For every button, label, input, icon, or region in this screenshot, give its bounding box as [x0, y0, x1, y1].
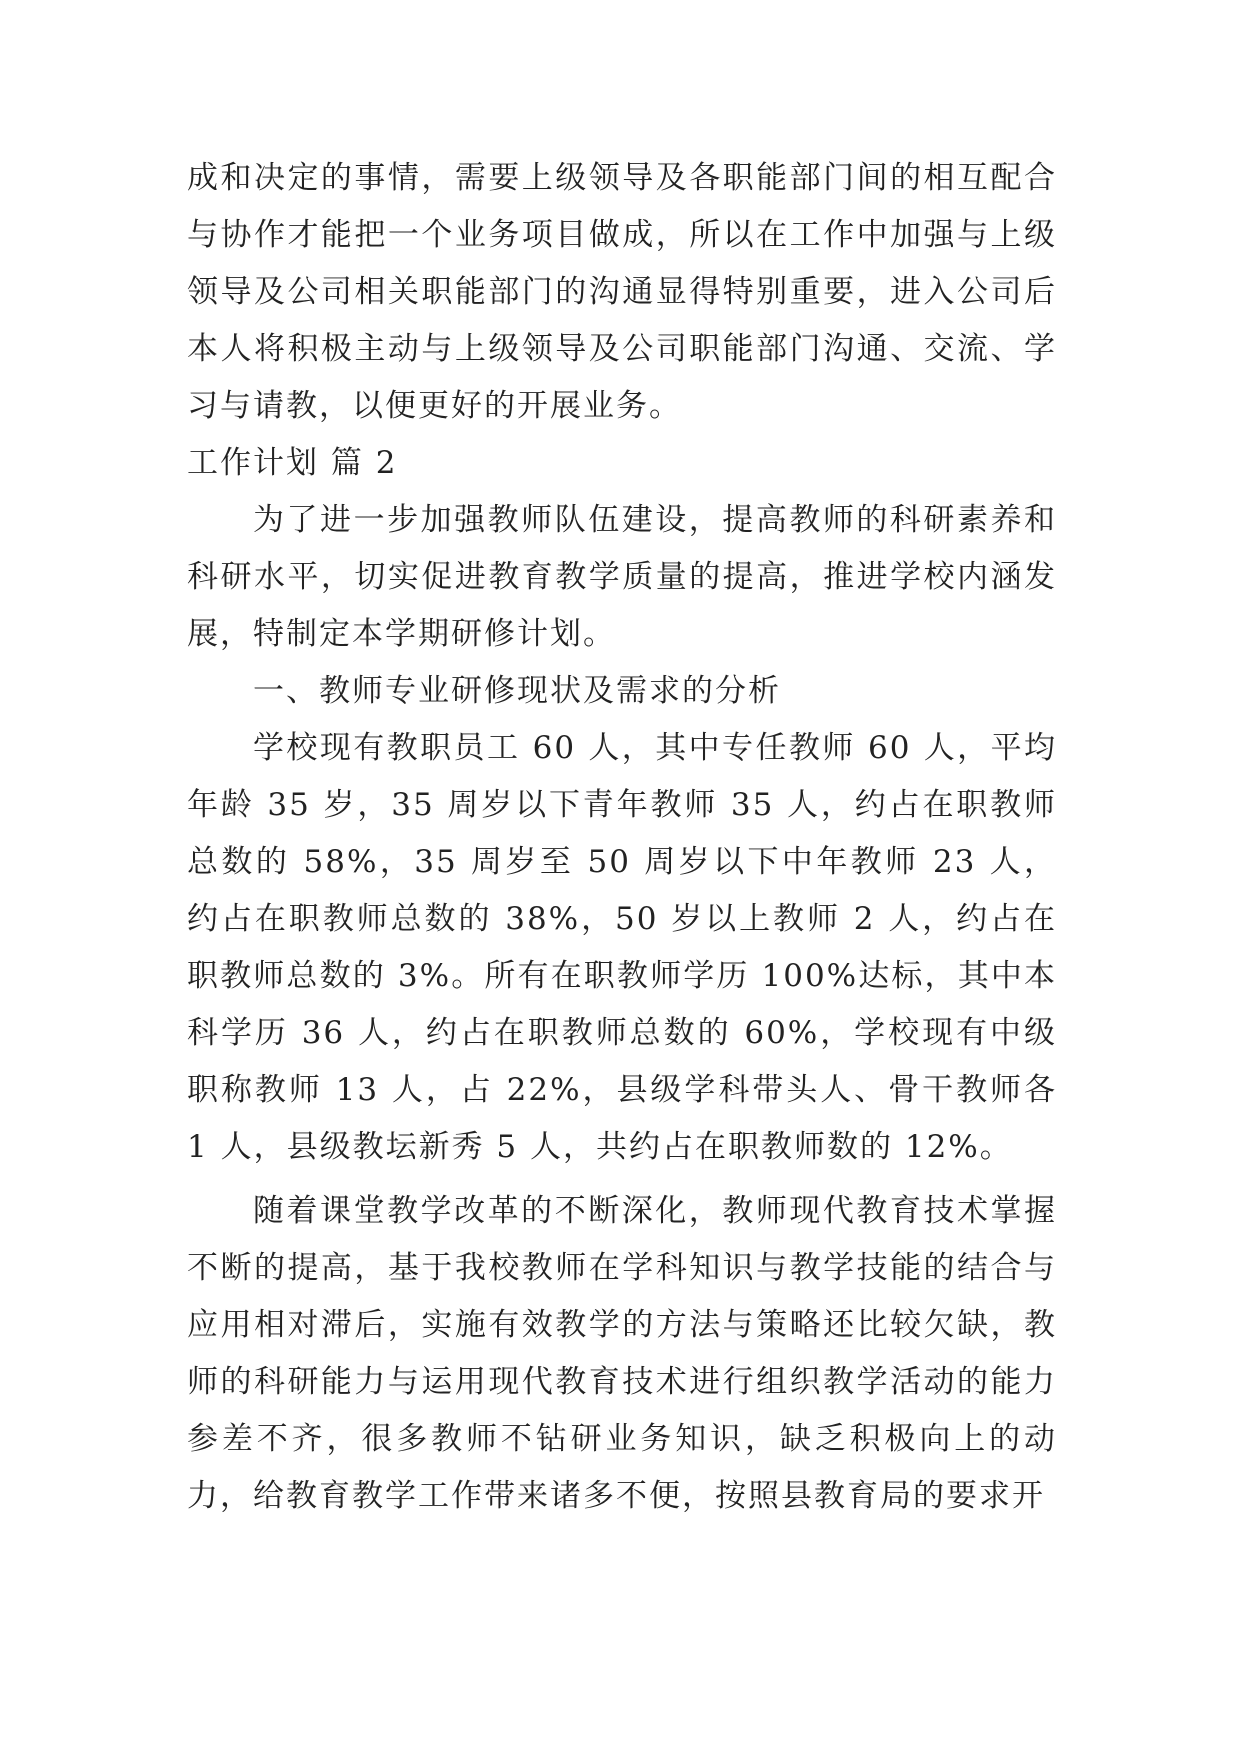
- paragraph-staff-statistics: 学校现有教职员工 60 人，其中专任教师 60 人，平均年龄 35 岁，35 周岁以下青年教师 35 人，约占在职教师总数的 58%，35 周岁至 50 周岁以下中年教师 23 人，约占在职教师总数的 38%，50 岁以上教师 2 人，约占在职教师总数的 3%。所有在职教师学历 100%达标，其中本科学历 36 人，约占在职教师总数的 60%，学校现有中级职称教师 13 人，占 22%，县级学科带头人、骨干教师各 1 人，县级教坛新秀 5 人，共约占在职教师数的 12%。: [187, 730, 1057, 1165]
- section-heading: 工作计划 篇 2: [187, 445, 398, 481]
- paragraph-reform-needs: 随着课堂教学改革的不断深化，教师现代教育技术掌握不断的提高，基于我校教师在学科知识与教学技能的结合与应用相对滞后，实施有效教学的方法与策略还比较欠缺，教师的科研能力与运用现代教育技术进行组织教学活动的能力参差不齐，很多教师不钻研业务知识，缺乏积极向上的动力，给教育教学工作带来诸多不便，按照县教育局的要求开: [187, 1193, 1057, 1514]
- subheading-analysis: 一、教师专业研修现状及需求的分析: [253, 673, 781, 709]
- document-body: [187, 150, 1057, 1525]
- paragraph-continuation: 成和决定的事情，需要上级领导及各职能部门间的相互配合与协作才能把一个业务项目做成，所以在工作中加强与上级领导及公司相关职能部门的沟通显得特别重要，进入公司后本人将积极主动与上级领导及公司职能部门沟通、交流、学习与请教，以便更好的开展业务。: [187, 160, 1057, 424]
- paragraph-intro: 为了进一步加强教师队伍建设，提高教师的科研素养和科研水平，切实促进教育教学质量的提高，推进学校内涵发展，特制定本学期研修计划。: [187, 502, 1057, 652]
